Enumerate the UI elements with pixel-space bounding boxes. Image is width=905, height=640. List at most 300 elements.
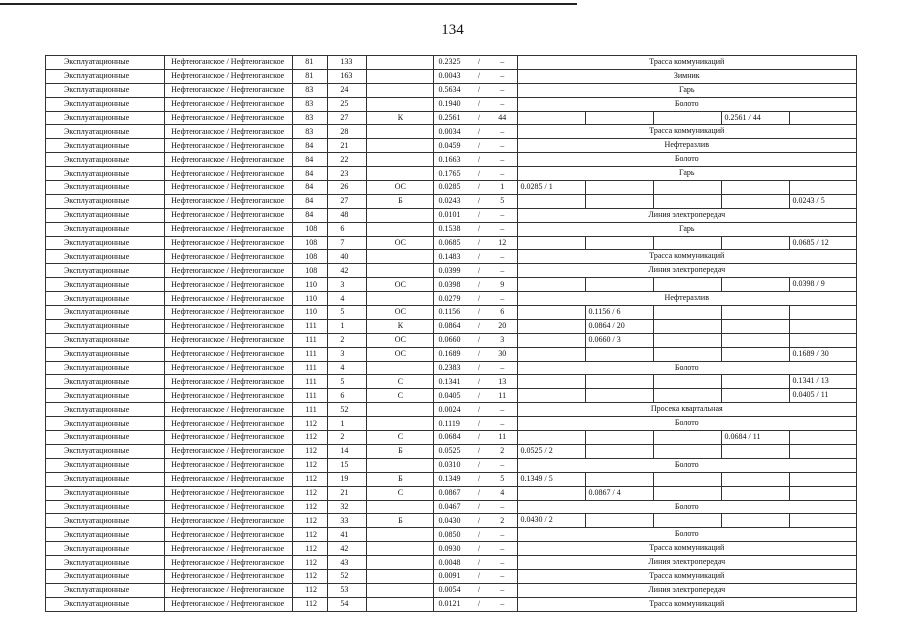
value-cell: 12: [488, 236, 517, 250]
land-category-label: Трасса коммуникаций: [649, 598, 725, 608]
slash-cell: /: [470, 569, 488, 583]
species-subcell: [789, 473, 857, 486]
plot-cell: 27: [328, 111, 367, 125]
land-category-cell: [517, 319, 856, 333]
land-category-cell: [517, 556, 856, 570]
species-subcell: 0.1156 / 6: [585, 306, 657, 319]
code-cell: [367, 208, 434, 222]
species-subcell: 0.1349 / 5: [520, 473, 553, 483]
quarter-cell: 83: [293, 97, 328, 111]
species-subcell: [721, 389, 793, 402]
value-cell: –: [488, 208, 517, 222]
table-row: [46, 194, 857, 208]
area-cell: 0.0054: [434, 583, 470, 597]
species-subcell: [585, 195, 657, 208]
table-row: [46, 500, 857, 514]
slash-cell: /: [470, 347, 488, 361]
species-subcell: 0.0867 / 4: [585, 487, 657, 500]
category-cell: Эксплуатационные: [46, 417, 165, 431]
plot-cell: 2: [328, 431, 367, 445]
species-subcell: [653, 306, 725, 319]
species-subcell: [721, 445, 793, 458]
area-cell: 0.0467: [434, 500, 470, 514]
value-cell: 5: [488, 472, 517, 486]
species-subcell: [653, 112, 725, 125]
land-category-cell: [517, 542, 856, 556]
value-cell: –: [488, 458, 517, 472]
slash-cell: /: [470, 361, 488, 375]
category-cell: Эксплуатационные: [46, 208, 165, 222]
quarter-cell: 84: [293, 167, 328, 181]
field-cell: Нефтеюганское / Нефтеюганское: [165, 528, 293, 542]
category-cell: Эксплуатационные: [46, 472, 165, 486]
field-cell: Нефтеюганское / Нефтеюганское: [165, 556, 293, 570]
plot-cell: 7: [328, 236, 367, 250]
field-cell: Нефтеюганское / Нефтеюганское: [165, 569, 293, 583]
value-cell: –: [488, 583, 517, 597]
quarter-cell: 84: [293, 208, 328, 222]
area-cell: 0.2561: [434, 111, 470, 125]
field-cell: Нефтеюганское / Нефтеюганское: [165, 208, 293, 222]
plot-cell: 43: [328, 556, 367, 570]
code-cell: [367, 597, 434, 611]
plot-cell: 5: [328, 306, 367, 320]
plot-cell: 4: [328, 292, 367, 306]
plot-cell: 27: [328, 194, 367, 208]
plot-cell: 52: [328, 569, 367, 583]
species-subcell: [585, 389, 657, 402]
field-cell: Нефтеюганское / Нефтеюганское: [165, 403, 293, 417]
species-subcell: [789, 487, 857, 500]
land-category-cell: [517, 250, 856, 264]
species-subcell: [721, 306, 793, 319]
field-cell: Нефтеюганское / Нефтеюганское: [165, 83, 293, 97]
area-cell: 0.0685: [434, 236, 470, 250]
top-rule: [0, 3, 577, 5]
value-cell: 44: [488, 111, 517, 125]
land-category-label: Трасса коммуникаций: [649, 570, 725, 580]
category-cell: Эксплуатационные: [46, 375, 165, 389]
field-cell: Нефтеюганское / Нефтеюганское: [165, 69, 293, 83]
field-cell: Нефтеюганское / Нефтеюганское: [165, 111, 293, 125]
area-cell: 0.2383: [434, 361, 470, 375]
land-category-label: Линия электропередач: [648, 584, 726, 594]
plot-cell: 19: [328, 472, 367, 486]
species-subcell: 0.0685 / 12: [789, 237, 857, 250]
quarter-cell: 111: [293, 347, 328, 361]
land-category-cell: [517, 236, 856, 250]
quarter-cell: 112: [293, 444, 328, 458]
value-cell: 4: [488, 486, 517, 500]
code-cell: [367, 500, 434, 514]
quarter-cell: 83: [293, 83, 328, 97]
table-row: [46, 319, 857, 333]
value-cell: –: [488, 167, 517, 181]
land-category-cell: [517, 347, 856, 361]
category-cell: Эксплуатационные: [46, 222, 165, 236]
code-cell: ОС: [367, 236, 434, 250]
land-category-cell: [517, 333, 856, 347]
slash-cell: /: [470, 111, 488, 125]
slash-cell: /: [470, 125, 488, 139]
land-category-cell: [517, 181, 856, 195]
area-cell: 0.0310: [434, 458, 470, 472]
code-cell: Б: [367, 514, 434, 528]
value-cell: –: [488, 97, 517, 111]
area-cell: 0.0024: [434, 403, 470, 417]
slash-cell: /: [470, 264, 488, 278]
field-cell: Нефтеюганское / Нефтеюганское: [165, 333, 293, 347]
table-row: [46, 292, 857, 306]
table-row: [46, 250, 857, 264]
code-cell: ОС: [367, 278, 434, 292]
table-row: [46, 444, 857, 458]
quarter-cell: 112: [293, 569, 328, 583]
species-subcell: [653, 473, 725, 486]
value-cell: 30: [488, 347, 517, 361]
slash-cell: /: [470, 167, 488, 181]
quarter-cell: 81: [293, 56, 328, 70]
land-category-cell: [517, 167, 856, 181]
slash-cell: /: [470, 514, 488, 528]
area-cell: 0.1663: [434, 153, 470, 167]
table-row: [46, 69, 857, 83]
area-cell: 0.0398: [434, 278, 470, 292]
category-cell: Эксплуатационные: [46, 528, 165, 542]
land-category-label: Болото: [674, 459, 699, 469]
species-subcell: [653, 195, 725, 208]
field-cell: Нефтеюганское / Нефтеюганское: [165, 125, 293, 139]
category-cell: Эксплуатационные: [46, 292, 165, 306]
table-row: [46, 528, 857, 542]
code-cell: Б: [367, 444, 434, 458]
land-category-cell: [517, 83, 856, 97]
code-cell: К: [367, 319, 434, 333]
field-cell: Нефтеюганское / Нефтеюганское: [165, 167, 293, 181]
species-subcell: [653, 514, 725, 527]
plot-cell: 3: [328, 347, 367, 361]
table-row: [46, 403, 857, 417]
area-cell: 0.1538: [434, 222, 470, 236]
field-cell: Нефтеюганское / Нефтеюганское: [165, 542, 293, 556]
land-category-cell: [517, 222, 856, 236]
code-cell: С: [367, 486, 434, 500]
code-cell: [367, 83, 434, 97]
code-cell: [367, 583, 434, 597]
quarter-cell: 111: [293, 333, 328, 347]
table-row: [46, 597, 857, 611]
category-cell: Эксплуатационные: [46, 333, 165, 347]
plot-cell: 5: [328, 375, 367, 389]
land-category-label: Гарь: [678, 223, 695, 233]
species-subcell: 0.0243 / 5: [789, 195, 857, 208]
quarter-cell: 112: [293, 556, 328, 570]
quarter-cell: 108: [293, 250, 328, 264]
plot-cell: 28: [328, 125, 367, 139]
species-subcell: 0.0864 / 20: [585, 320, 657, 333]
value-cell: –: [488, 292, 517, 306]
table-row: [46, 306, 857, 320]
species-subcell: 0.0660 / 3: [585, 334, 657, 347]
code-cell: ОС: [367, 181, 434, 195]
value-cell: 2: [488, 514, 517, 528]
species-subcell: [721, 487, 793, 500]
code-cell: ОС: [367, 306, 434, 320]
slash-cell: /: [470, 56, 488, 70]
plot-cell: 48: [328, 208, 367, 222]
value-cell: –: [488, 264, 517, 278]
slash-cell: /: [470, 597, 488, 611]
land-category-cell: [517, 292, 856, 306]
area-cell: 0.0525: [434, 444, 470, 458]
plot-cell: 41: [328, 528, 367, 542]
category-cell: Эксплуатационные: [46, 194, 165, 208]
category-cell: Эксплуатационные: [46, 167, 165, 181]
land-category-cell: [517, 597, 856, 611]
field-cell: Нефтеюганское / Нефтеюганское: [165, 153, 293, 167]
field-cell: Нефтеюганское / Нефтеюганское: [165, 458, 293, 472]
field-cell: Нефтеюганское / Нефтеюганское: [165, 500, 293, 514]
quarter-cell: 108: [293, 236, 328, 250]
category-cell: Эксплуатационные: [46, 56, 165, 70]
value-cell: –: [488, 125, 517, 139]
land-category-label: Линия электропередач: [648, 209, 726, 219]
quarter-cell: 112: [293, 542, 328, 556]
species-subcell: 0.0525 / 2: [520, 445, 553, 455]
slash-cell: /: [470, 278, 488, 292]
category-cell: Эксплуатационные: [46, 69, 165, 83]
species-subcell: 0.0405 / 11: [789, 389, 857, 402]
table-row: [46, 486, 857, 500]
slash-cell: /: [470, 208, 488, 222]
table-row: [46, 278, 857, 292]
land-category-label: Гарь: [678, 84, 695, 94]
field-cell: Нефтеюганское / Нефтеюганское: [165, 514, 293, 528]
category-cell: Эксплуатационные: [46, 139, 165, 153]
slash-cell: /: [470, 222, 488, 236]
forest-plots-table: [45, 55, 857, 612]
quarter-cell: 84: [293, 194, 328, 208]
field-cell: Нефтеюганское / Нефтеюганское: [165, 181, 293, 195]
species-subcell: 0.1689 / 30: [789, 348, 857, 361]
code-cell: [367, 56, 434, 70]
land-category-cell: [517, 514, 856, 528]
slash-cell: /: [470, 472, 488, 486]
value-cell: 3: [488, 333, 517, 347]
table-row: [46, 97, 857, 111]
area-cell: 0.0867: [434, 486, 470, 500]
table-row: [46, 556, 857, 570]
species-subcell: [653, 334, 725, 347]
land-category-cell: [517, 139, 856, 153]
field-cell: Нефтеюганское / Нефтеюганское: [165, 194, 293, 208]
page-number: 134: [441, 22, 464, 38]
quarter-cell: 112: [293, 514, 328, 528]
species-subcell: [789, 306, 857, 319]
land-category-cell: [517, 472, 856, 486]
field-cell: Нефтеюганское / Нефтеюганское: [165, 319, 293, 333]
land-category-cell: [517, 194, 856, 208]
category-cell: Эксплуатационные: [46, 403, 165, 417]
slash-cell: /: [470, 236, 488, 250]
table-row: [46, 431, 857, 445]
land-category-cell: [517, 444, 856, 458]
quarter-cell: 112: [293, 583, 328, 597]
species-subcell: [789, 181, 857, 194]
land-category-label: Болото: [674, 98, 699, 108]
category-cell: Эксплуатационные: [46, 97, 165, 111]
value-cell: –: [488, 528, 517, 542]
quarter-cell: 108: [293, 222, 328, 236]
plot-cell: 163: [328, 69, 367, 83]
category-cell: Эксплуатационные: [46, 125, 165, 139]
area-cell: 0.5634: [434, 83, 470, 97]
field-cell: Нефтеюганское / Нефтеюганское: [165, 375, 293, 389]
species-subcell: [585, 348, 657, 361]
land-category-label: Зимник: [673, 70, 700, 80]
plot-cell: 21: [328, 139, 367, 153]
species-subcell: [653, 487, 725, 500]
species-subcell: [518, 278, 588, 291]
slash-cell: /: [470, 417, 488, 431]
table-row: [46, 111, 857, 125]
plot-cell: 40: [328, 250, 367, 264]
species-subcell: [518, 320, 588, 333]
code-cell: [367, 264, 434, 278]
value-cell: 13: [488, 375, 517, 389]
plot-cell: 53: [328, 583, 367, 597]
category-cell: Эксплуатационные: [46, 514, 165, 528]
species-subcell: [789, 112, 857, 125]
slash-cell: /: [470, 292, 488, 306]
land-category-label: Болото: [674, 529, 699, 539]
field-cell: Нефтеюганское / Нефтеюганское: [165, 250, 293, 264]
species-subcell: 0.0684 / 11: [721, 431, 793, 444]
table-row: [46, 542, 857, 556]
species-subcell: [518, 237, 588, 250]
field-cell: Нефтеюганское / Нефтеюганское: [165, 597, 293, 611]
value-cell: –: [488, 222, 517, 236]
category-cell: Эксплуатационные: [46, 583, 165, 597]
category-cell: Эксплуатационные: [46, 431, 165, 445]
species-subcell: [653, 237, 725, 250]
slash-cell: /: [470, 389, 488, 403]
area-cell: 0.0459: [434, 139, 470, 153]
code-cell: [367, 167, 434, 181]
land-category-label: Болото: [674, 418, 699, 428]
value-cell: –: [488, 153, 517, 167]
code-cell: [367, 528, 434, 542]
table-row: [46, 375, 857, 389]
land-category-label: Трасса коммуникаций: [649, 126, 725, 136]
slash-cell: /: [470, 444, 488, 458]
field-cell: Нефтеюганское / Нефтеюганское: [165, 264, 293, 278]
species-subcell: [518, 431, 588, 444]
plot-cell: 6: [328, 222, 367, 236]
plot-cell: 24: [328, 83, 367, 97]
area-cell: 0.0091: [434, 569, 470, 583]
species-subcell: [585, 278, 657, 291]
field-cell: Нефтеюганское / Нефтеюганское: [165, 444, 293, 458]
species-subcell: [721, 181, 793, 194]
species-subcell: [721, 195, 793, 208]
category-cell: Эксплуатационные: [46, 500, 165, 514]
value-cell: 5: [488, 194, 517, 208]
plot-cell: 33: [328, 514, 367, 528]
land-category-cell: [517, 69, 856, 83]
land-category-cell: [517, 125, 856, 139]
land-category-label: Болото: [674, 154, 699, 164]
plot-cell: 1: [328, 319, 367, 333]
table-row: [46, 125, 857, 139]
category-cell: Эксплуатационные: [46, 361, 165, 375]
species-subcell: 0.0398 / 9: [789, 278, 857, 291]
area-cell: 0.0850: [434, 528, 470, 542]
table-row: [46, 347, 857, 361]
table-row: [46, 417, 857, 431]
table-row: [46, 222, 857, 236]
plot-cell: 52: [328, 403, 367, 417]
slash-cell: /: [470, 69, 488, 83]
value-cell: –: [488, 69, 517, 83]
code-cell: ОС: [367, 333, 434, 347]
area-cell: 0.1156: [434, 306, 470, 320]
value-cell: 20: [488, 319, 517, 333]
species-subcell: [789, 320, 857, 333]
quarter-cell: 81: [293, 69, 328, 83]
quarter-cell: 108: [293, 264, 328, 278]
field-cell: Нефтеюганское / Нефтеюганское: [165, 417, 293, 431]
land-category-cell: [517, 208, 856, 222]
code-cell: Б: [367, 472, 434, 486]
area-cell: 0.1349: [434, 472, 470, 486]
category-cell: Эксплуатационные: [46, 278, 165, 292]
species-subcell: [518, 348, 588, 361]
plot-cell: 54: [328, 597, 367, 611]
value-cell: 6: [488, 306, 517, 320]
area-cell: 0.0405: [434, 389, 470, 403]
plot-cell: 23: [328, 167, 367, 181]
land-category-cell: [517, 361, 856, 375]
value-cell: 9: [488, 278, 517, 292]
land-category-cell: [517, 375, 856, 389]
area-cell: 0.1341: [434, 375, 470, 389]
area-cell: 0.1689: [434, 347, 470, 361]
land-category-cell: [517, 458, 856, 472]
code-cell: [367, 153, 434, 167]
land-category-cell: [517, 153, 856, 167]
category-cell: Эксплуатационные: [46, 236, 165, 250]
area-cell: 0.0043: [434, 69, 470, 83]
quarter-cell: 111: [293, 361, 328, 375]
plot-cell: 21: [328, 486, 367, 500]
land-category-cell: [517, 486, 856, 500]
area-cell: 0.0684: [434, 431, 470, 445]
value-cell: –: [488, 56, 517, 70]
quarter-cell: 84: [293, 181, 328, 195]
table-row: [46, 472, 857, 486]
value-cell: 1: [488, 181, 517, 195]
area-cell: 0.0285: [434, 181, 470, 195]
area-cell: 0.0243: [434, 194, 470, 208]
species-subcell: [721, 278, 793, 291]
land-category-cell: [517, 431, 856, 445]
field-cell: Нефтеюганское / Нефтеюганское: [165, 583, 293, 597]
field-cell: Нефтеюганское / Нефтеюганское: [165, 56, 293, 70]
land-category-cell: [517, 97, 856, 111]
category-cell: Эксплуатационные: [46, 347, 165, 361]
species-subcell: 0.2561 / 44: [721, 112, 793, 125]
